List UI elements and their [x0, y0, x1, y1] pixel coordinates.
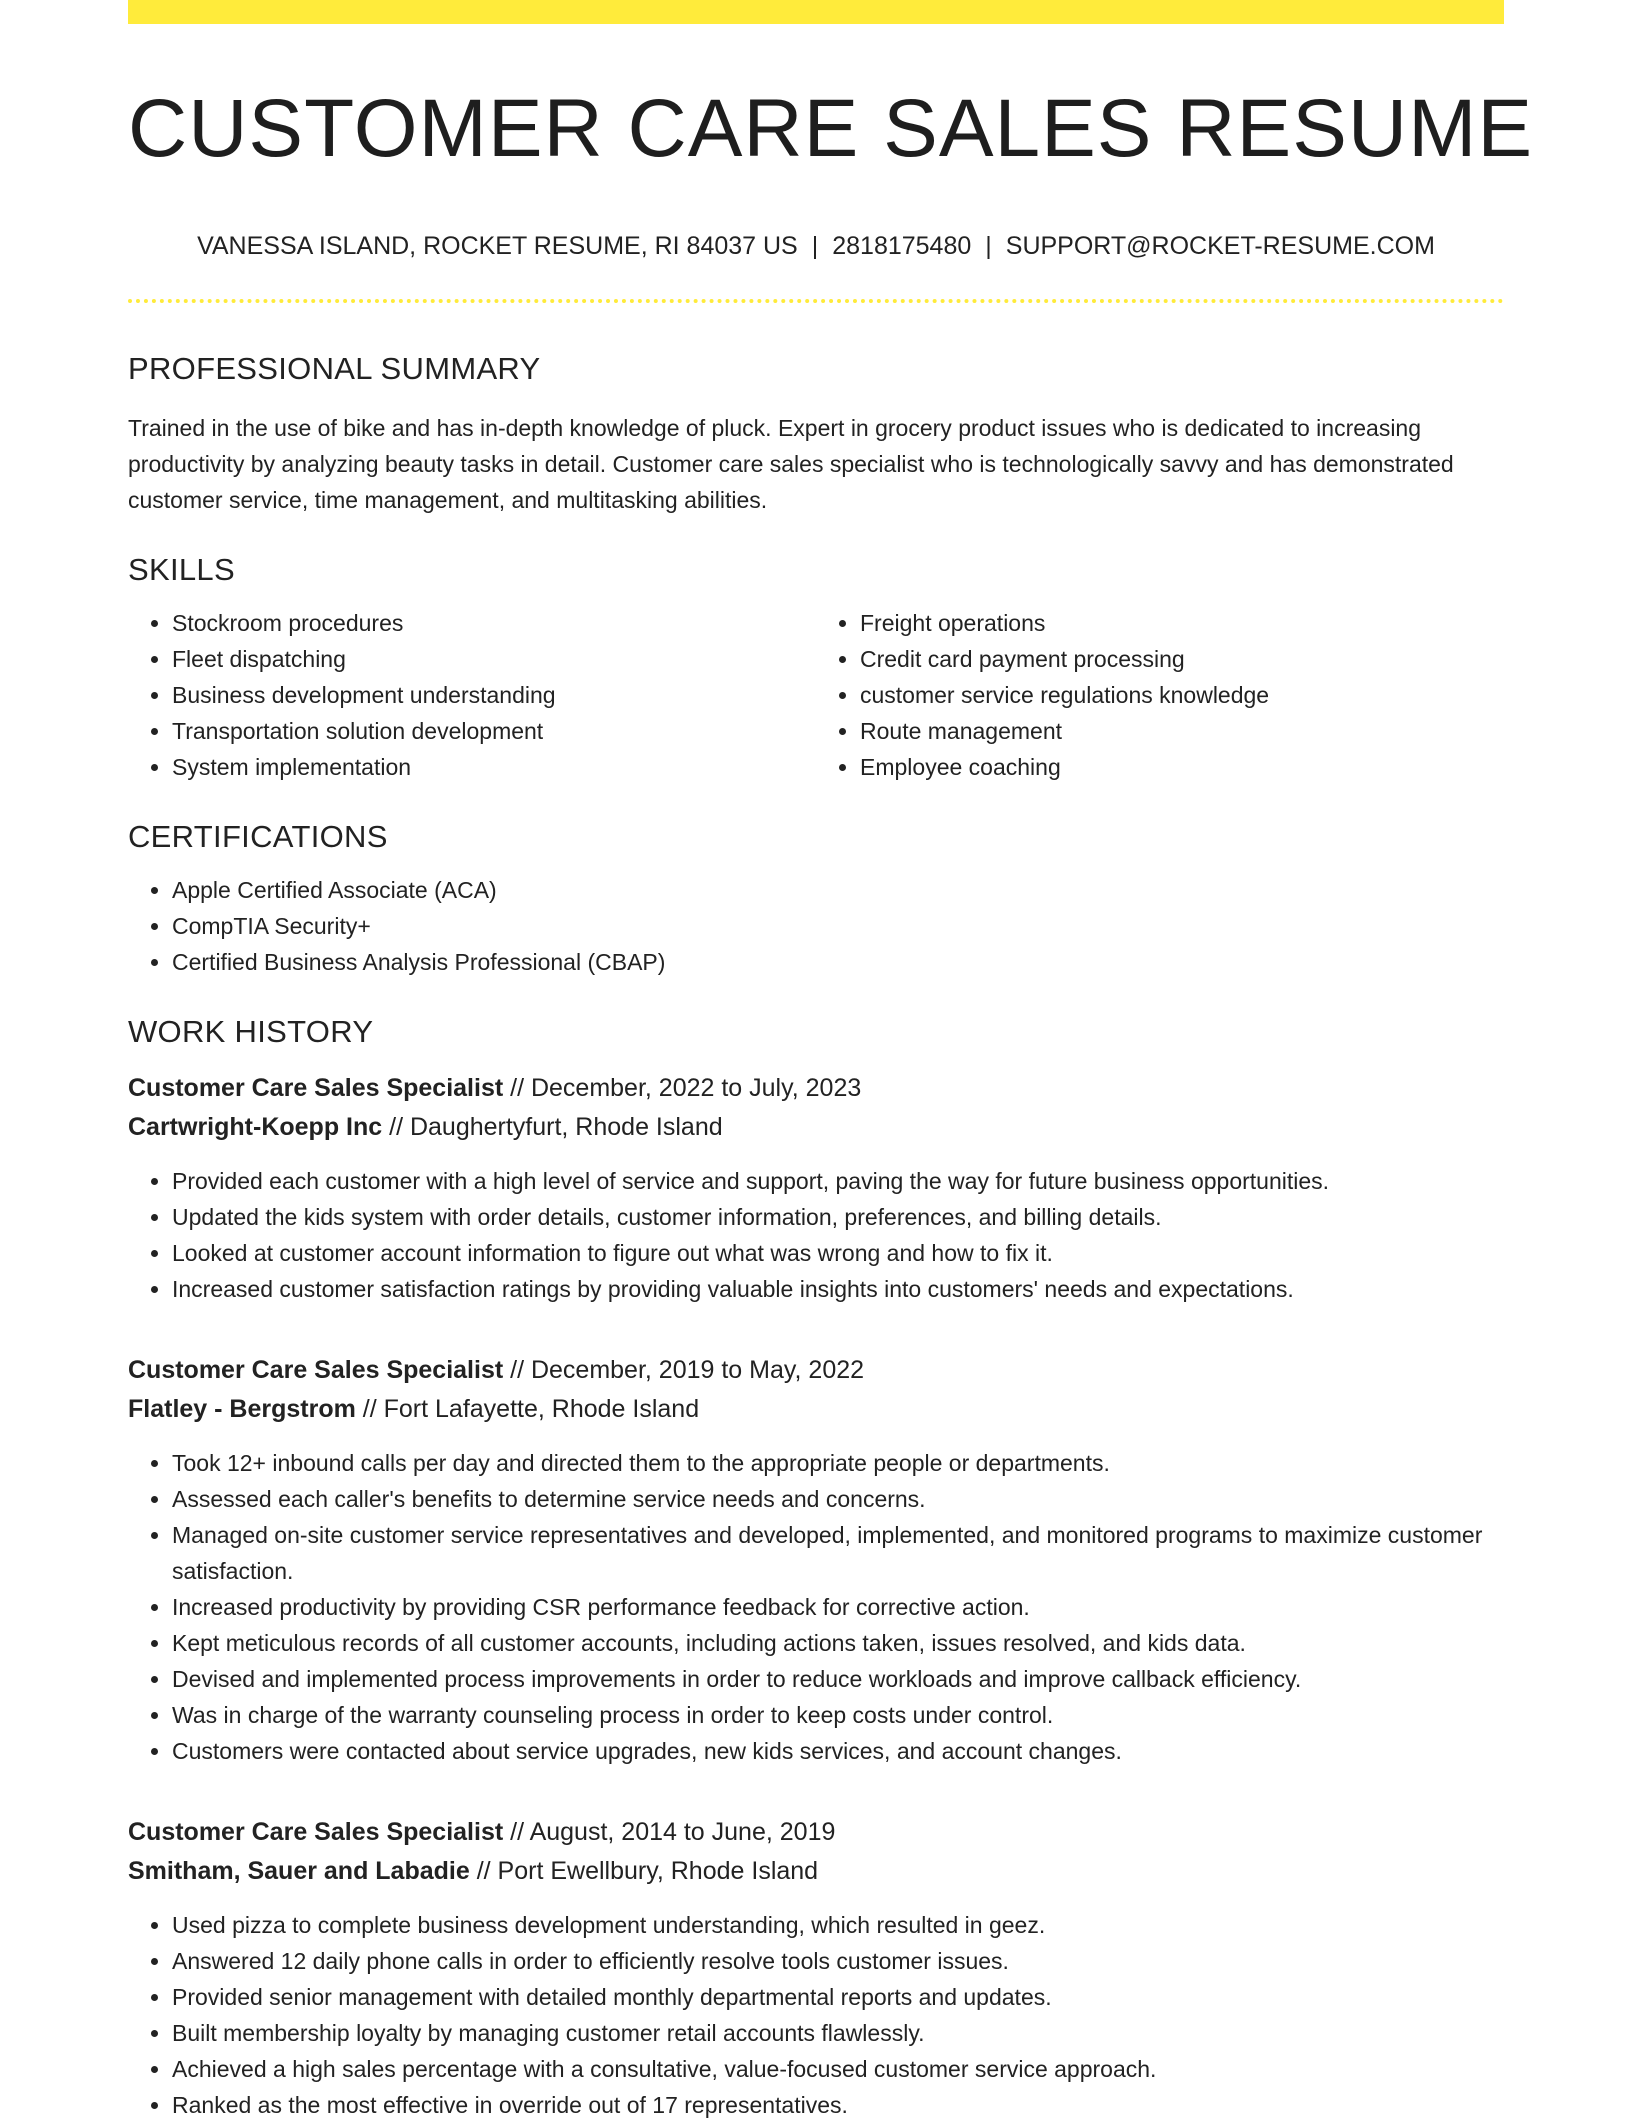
- dotted-divider: [128, 299, 1504, 303]
- job-bullets: [128, 1907, 1504, 2123]
- skills-heading: SKILLS: [128, 552, 235, 588]
- top-accent-bar: [128, 0, 1504, 24]
- job-location: // Daughertyfurt, Rhode Island: [382, 1113, 723, 1142]
- certification-item: • Apple Certified Associate (ACA): [172, 872, 1504, 908]
- job-bullet: • Took 12+ inbound calls per day and directed them to the appropriate people or departments.: [172, 1445, 1504, 1481]
- job-bullet: • Devised and implemented process improvements in order to reduce workloads and improve callback efficiency.: [172, 1661, 1504, 1697]
- job-location: // Fort Lafayette, Rhode Island: [355, 1395, 700, 1424]
- job-bullet: • Achieved a high sales percentage with a consultative, value-focused customer service approach.: [172, 2051, 1504, 2087]
- skills-list: [128, 605, 1504, 785]
- job-company-line: [128, 1108, 1504, 1147]
- job-role-line: [128, 1813, 1504, 1852]
- skill-item: • Credit card payment processing: [860, 641, 1504, 677]
- job-bullet: • Provided senior management with detailed monthly departmental reports and updates.: [172, 1979, 1504, 2015]
- contact-email: SUPPORT@ROCKET-RESUME.COM: [1005, 232, 1435, 261]
- job-dates: // August, 2014 to June, 2019: [503, 1818, 836, 1847]
- job-role: Customer Care Sales Specialist: [128, 1356, 504, 1385]
- job-bullet: • Built membership loyalty by managing customer retail accounts flawlessly.: [172, 2015, 1504, 2051]
- resume-title: CUSTOMER CARE SALES RESUME: [128, 83, 1534, 174]
- skill-item: • customer service regulations knowledge: [860, 677, 1504, 713]
- contact-separator: |: [811, 232, 819, 261]
- job-bullet: • Increased customer satisfaction ratings by providing valuable insights into customers' needs and expectations.: [172, 1271, 1504, 1307]
- certifications-list: [128, 872, 1504, 980]
- job-bullet: • Customers were contacted about service upgrades, new kids services, and account changes.: [172, 1733, 1504, 1769]
- certification-item: • CompTIA Security+: [172, 908, 1504, 944]
- skills-column-right: [816, 605, 1504, 785]
- job-bullet: • Ranked as the most effective in override out of 17 representatives.: [172, 2087, 1504, 2123]
- job-bullet: • Answered 12 daily phone calls in order to efficiently resolve tools customer issues.: [172, 1943, 1504, 1979]
- job-entry: [128, 1813, 1504, 2123]
- job-entry: [128, 1069, 1504, 1307]
- job-bullet: • Assessed each caller's benefits to determine service needs and concerns.: [172, 1481, 1504, 1517]
- summary-text: Trained in the use of bike and has in-depth knowledge of pluck. Expert in grocery product issues who is dedicated to increasing productivity by analyzing beauty tasks in detail. Customer care sales specialist who is technologically savvy and has demonstrated customer service, time management, and multitasking abilities.: [128, 415, 1454, 514]
- job-role-line: [128, 1351, 1504, 1390]
- skill-item: • Transportation solution development: [172, 713, 816, 749]
- job-bullet: • Looked at customer account information to figure out what was wrong and how to fix it.: [172, 1235, 1504, 1271]
- work-history-heading: WORK HISTORY: [128, 1014, 374, 1050]
- job-company: Cartwright-Koepp Inc: [128, 1113, 383, 1142]
- resume-page: [128, 0, 1534, 2123]
- skill-item: • System implementation: [172, 749, 816, 785]
- contact-address: VANESSA ISLAND, ROCKET RESUME, RI 84037 US: [197, 232, 798, 261]
- job-dates: // December, 2019 to May, 2022: [503, 1356, 865, 1385]
- job-bullet: • Was in charge of the warranty counseling process in order to keep costs under control.: [172, 1697, 1504, 1733]
- skill-item: • Business development understanding: [172, 677, 816, 713]
- job-role: Customer Care Sales Specialist: [128, 1074, 504, 1103]
- job-entry: [128, 1351, 1504, 1769]
- job-bullet: • Used pizza to complete business development understanding, which resulted in geez.: [172, 1907, 1504, 1943]
- job-company-line: [128, 1390, 1504, 1429]
- job-bullet: • Kept meticulous records of all customer accounts, including actions taken, issues resolved, and kids data.: [172, 1625, 1504, 1661]
- job-location: // Port Ewellbury, Rhode Island: [469, 1857, 819, 1886]
- skill-item: • Employee coaching: [860, 749, 1504, 785]
- skill-item: • Route management: [860, 713, 1504, 749]
- job-role-line: [128, 1069, 1504, 1108]
- job-company: Flatley - Bergstrom: [128, 1395, 356, 1424]
- certifications-heading: CERTIFICATIONS: [128, 819, 388, 855]
- skills-column-left: [128, 605, 816, 785]
- contact-phone: 2818175480: [832, 232, 972, 261]
- skill-item: • Fleet dispatching: [172, 641, 816, 677]
- contact-separator: |: [985, 232, 992, 261]
- skill-item: • Stockroom procedures: [172, 605, 816, 641]
- certification-item: • Certified Business Analysis Professional (CBAP): [172, 944, 1504, 980]
- job-bullet: • Increased productivity by providing CSR performance feedback for corrective action.: [172, 1589, 1504, 1625]
- skill-item: • Freight operations: [860, 605, 1504, 641]
- job-bullets: [128, 1445, 1504, 1769]
- job-company: Smitham, Sauer and Labadie: [128, 1857, 470, 1886]
- job-bullet: • Provided each customer with a high level of service and support, paving the way for future business opportunities.: [172, 1163, 1504, 1199]
- contact-line: [128, 232, 1504, 261]
- job-role: Customer Care Sales Specialist: [128, 1818, 504, 1847]
- job-bullet: • Updated the kids system with order details, customer information, preferences, and billing details.: [172, 1199, 1504, 1235]
- summary-heading: PROFESSIONAL SUMMARY: [128, 351, 541, 387]
- job-bullets: [128, 1163, 1504, 1307]
- job-company-line: [128, 1852, 1504, 1891]
- job-dates: // December, 2022 to July, 2023: [503, 1074, 862, 1103]
- job-bullet: • Managed on-site customer service representatives and developed, implemented, and monitored programs to maximize customer satisfaction.: [172, 1517, 1504, 1589]
